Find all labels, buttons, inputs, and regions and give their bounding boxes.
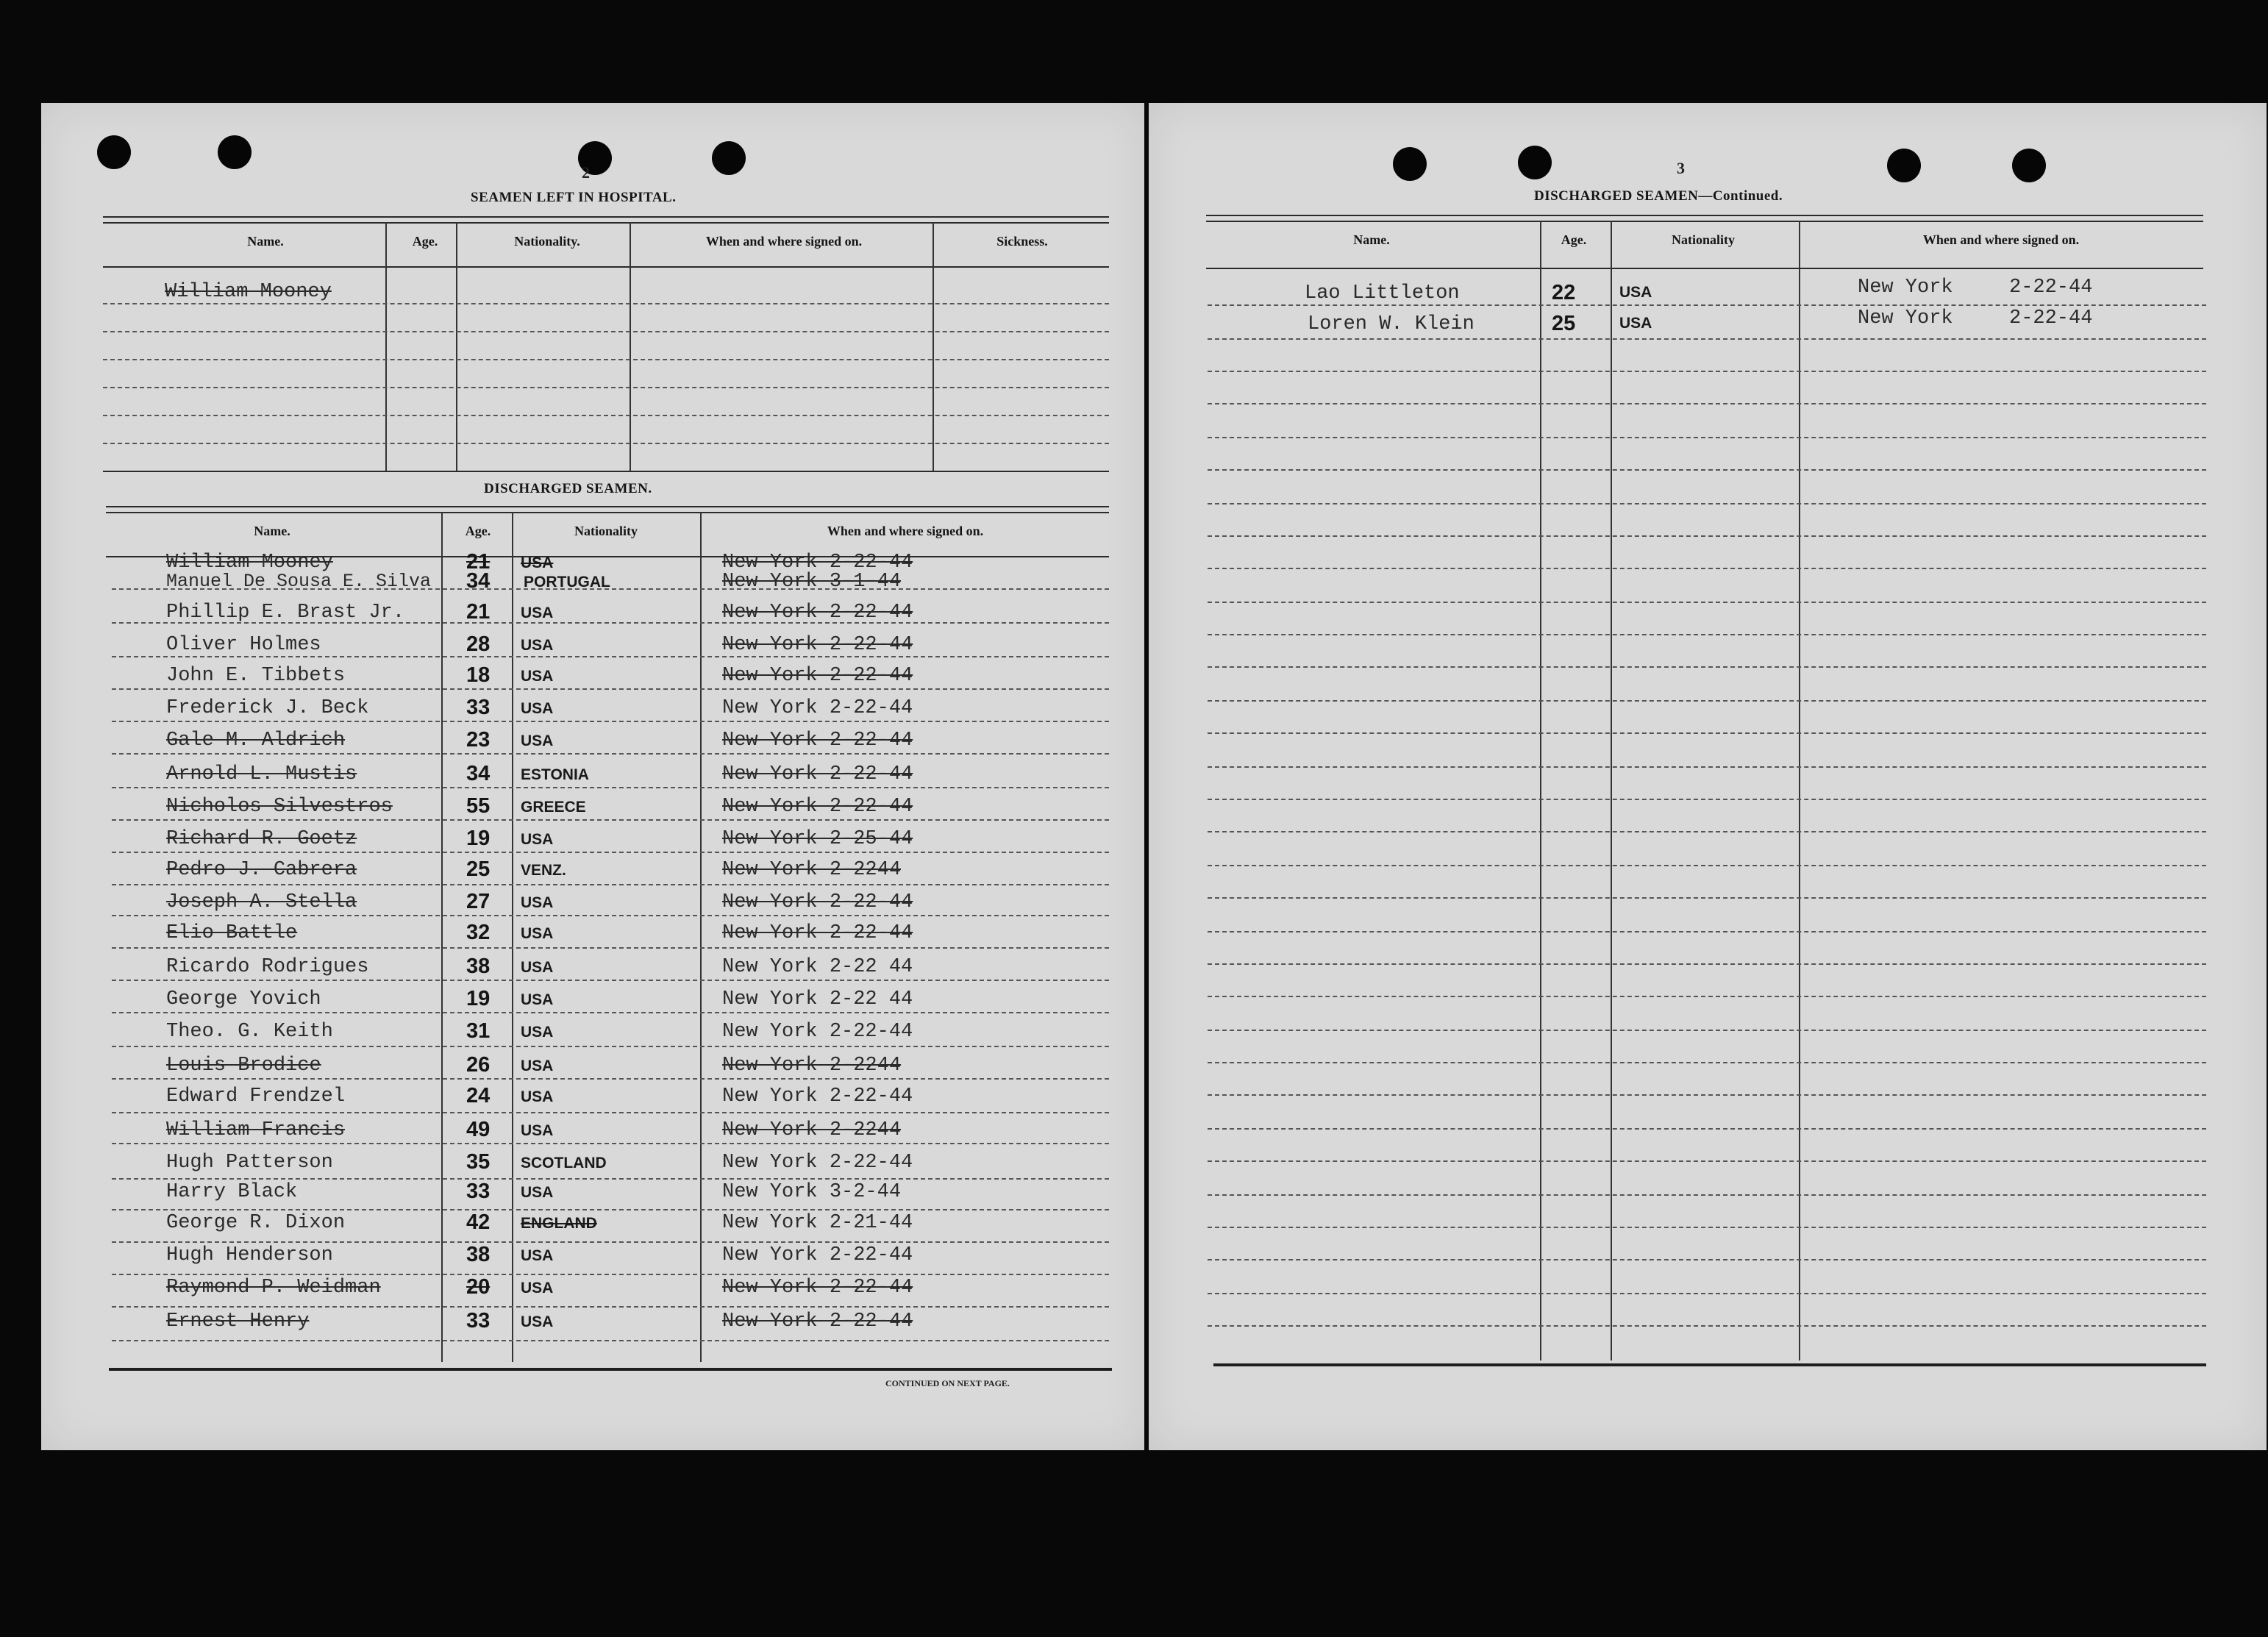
seaman-name: William Francis	[166, 1119, 346, 1141]
ruled-line	[1208, 931, 2206, 932]
ruled-line	[1208, 865, 2206, 866]
seaman-nationality: VENZ.	[521, 862, 566, 879]
seaman-nationality: USA	[521, 831, 554, 848]
seaman-age: 25	[466, 857, 491, 881]
seaman-nationality: ENGLAND	[521, 1215, 597, 1232]
col-header-age: Age.	[465, 524, 491, 538]
ruled-line	[1208, 831, 2206, 832]
seaman-age: 38	[466, 1243, 491, 1266]
rule	[1206, 221, 2203, 222]
seaman-age: 18	[466, 663, 491, 687]
ruled-line	[1208, 732, 2206, 734]
seaman-name: Oliver Holmes	[166, 634, 321, 656]
ruled-line	[112, 1178, 1109, 1180]
ruled-line	[1208, 1128, 2206, 1130]
seaman-age: 24	[466, 1084, 491, 1108]
seaman-signed-on: New York 2-22-44	[722, 1277, 913, 1299]
ruled-line	[112, 819, 1109, 821]
ruled-line	[1208, 338, 2206, 340]
seaman-signed-on: New York 2-22-44	[722, 1152, 913, 1174]
seaman-name: Ernest Henry	[166, 1310, 310, 1333]
seaman-age: 21	[466, 550, 491, 574]
continued-section-title: DISCHARGED SEAMEN—Continued.	[1534, 188, 1783, 204]
seaman-name: Gale M. Aldrich	[166, 730, 346, 752]
ruled-line	[1208, 403, 2206, 404]
ruled-line	[1208, 1062, 2206, 1063]
rule	[106, 506, 1109, 507]
ruled-line	[1208, 535, 2206, 537]
seaman-signed-on: New York 2-2244	[722, 1055, 902, 1077]
column-divider	[932, 222, 934, 471]
seaman-nationality: USA	[521, 894, 554, 911]
binder-hole	[1393, 147, 1427, 181]
seaman-age: 26	[466, 1053, 491, 1077]
rule	[103, 216, 1109, 218]
seaman-nationality: USA	[1619, 284, 1652, 301]
ruled-line	[103, 415, 1109, 416]
ruled-line	[112, 884, 1109, 885]
seaman-age: 34	[466, 762, 491, 785]
seaman-nationality: SCOTLAND	[521, 1155, 607, 1171]
col-header-nationality: Nationality.	[514, 234, 580, 249]
seaman-nationality: USA	[521, 1122, 554, 1139]
ruled-line	[1208, 897, 2206, 899]
seaman-signed-on: New York 2-22-44	[722, 796, 913, 818]
seaman-signed-on: New York 2-21-44	[722, 1212, 913, 1234]
seaman-signed-on: New York 2-22-44	[722, 602, 913, 624]
seaman-name: Elio Battle	[166, 922, 298, 944]
ruled-line	[112, 1274, 1109, 1275]
seaman-name: William Mooney	[166, 552, 333, 574]
ruled-line	[112, 980, 1109, 981]
seaman-age: 33	[466, 1309, 491, 1333]
column-divider	[441, 512, 443, 1362]
seaman-name: Joseph A. Stella	[166, 891, 357, 913]
seaman-signed-on: New York 2-22 44	[722, 988, 913, 1010]
col-header-nationality: Nationality	[1671, 232, 1735, 247]
seaman-signed-on: New York 2-22-44	[722, 891, 913, 913]
ruled-line	[1208, 1293, 2206, 1294]
seaman-name: Ricardo Rodrigues	[166, 956, 369, 978]
seaman-signed-on-place: New York	[1858, 307, 1953, 329]
seaman-signed-on: New York 3-1-44	[722, 571, 902, 593]
seaman-signed-on-date: 2-22-44	[2009, 277, 2093, 299]
seaman-age: 49	[466, 1118, 491, 1141]
column-divider	[456, 222, 457, 471]
ruled-line	[1208, 634, 2206, 635]
seaman-signed-on: New York 2-22-44	[722, 1310, 913, 1333]
ruled-line	[1208, 1227, 2206, 1228]
seaman-nationality: USA	[521, 1024, 554, 1041]
seaman-name: Loren W. Klein	[1308, 313, 1474, 335]
column-divider	[700, 512, 702, 1362]
seaman-age: 19	[466, 987, 491, 1010]
seaman-name: Arnold L. Mustis	[166, 763, 357, 785]
binder-hole	[97, 135, 131, 169]
ruled-line	[1208, 766, 2206, 768]
binder-hole	[218, 135, 252, 169]
ruled-line	[112, 656, 1109, 657]
seaman-nationality: GREECE	[521, 799, 586, 816]
col-header-age: Age.	[412, 234, 438, 249]
seaman-name: Raymond P. Weidman	[166, 1277, 381, 1299]
seaman-signed-on: New York 2-22-44	[722, 1085, 913, 1108]
seaman-signed-on: New York 2-22-44	[722, 552, 913, 574]
seaman-nationality: USA	[521, 1088, 554, 1105]
seaman-age: 33	[466, 1180, 491, 1203]
seaman-nationality: USA	[521, 959, 554, 976]
rule	[103, 471, 1109, 472]
ruled-line	[1208, 1325, 2206, 1327]
seaman-signed-on: New York 2-25-44	[722, 828, 913, 850]
seaman-age: 42	[466, 1210, 491, 1234]
ruled-line	[1208, 568, 2206, 569]
ruled-line	[112, 1340, 1109, 1341]
seaman-signed-on: New York 2-22-44	[722, 1244, 913, 1266]
ruled-line	[112, 787, 1109, 788]
seaman-nationality: USA	[521, 554, 554, 571]
binder-hole	[1887, 149, 1921, 182]
col-header-name: Name.	[1353, 232, 1390, 247]
seaman-age: 19	[466, 827, 491, 850]
seaman-age: 28	[466, 632, 491, 656]
ruled-line	[103, 443, 1109, 444]
ruled-line	[112, 1209, 1109, 1210]
col-header-signed-on: When and where signed on.	[705, 234, 863, 249]
seaman-nationality: USA	[521, 991, 554, 1008]
seaman-signed-on: New York 2-22-44	[722, 697, 913, 719]
seaman-age: 55	[466, 794, 491, 818]
seaman-age: 20	[466, 1275, 491, 1299]
left-page	[41, 103, 1144, 1450]
ruled-line	[112, 1143, 1109, 1144]
right-page	[1149, 103, 2267, 1450]
column-divider	[1540, 221, 1541, 1360]
discharged-section-title: DISCHARGED SEAMEN.	[484, 481, 652, 496]
column-divider	[385, 222, 387, 471]
seaman-name: Richard R. Goetz	[166, 828, 357, 850]
rule	[1206, 215, 2203, 216]
seaman-nationality: USA	[521, 925, 554, 942]
seaman-signed-on: New York 2-22 44	[722, 956, 913, 978]
seaman-name: John E. Tibbets	[166, 665, 346, 687]
ruled-line	[112, 1112, 1109, 1113]
binder-hole	[1518, 146, 1552, 179]
page-number: 3	[1677, 159, 1685, 177]
seaman-age: 31	[466, 1019, 491, 1043]
seaman-name: Lao Littleton	[1305, 282, 1460, 304]
hospital-entry-name: William Mooney	[165, 281, 332, 303]
ruled-line	[1208, 1259, 2206, 1260]
col-header-name: Name.	[247, 234, 284, 249]
seaman-name: Pedro J. Cabrera	[166, 859, 357, 881]
ruled-line	[1208, 469, 2206, 471]
ruled-line	[1208, 304, 2206, 306]
ruled-line	[112, 1078, 1109, 1080]
seaman-age: 38	[466, 955, 491, 978]
seaman-nationality: USA	[521, 1184, 554, 1201]
seaman-name: Theo. G. Keith	[166, 1021, 333, 1043]
ruled-line	[112, 721, 1109, 722]
seaman-nationality: ESTONIA	[521, 766, 589, 783]
seaman-age: 27	[466, 890, 491, 913]
seaman-signed-on: New York 2-22-44	[722, 665, 913, 687]
ruled-line	[112, 1046, 1109, 1047]
col-header-signed-on: When and where signed on.	[827, 524, 984, 538]
ruled-line	[103, 303, 1109, 304]
seaman-age: 33	[466, 696, 491, 719]
seaman-age: 34	[466, 569, 491, 593]
seaman-signed-on: New York 2-22-44	[722, 922, 913, 944]
seaman-age: 21	[466, 600, 491, 624]
binder-hole	[2012, 149, 2046, 182]
seaman-signed-on: New York 2-22-44	[722, 1021, 913, 1043]
ruled-line	[112, 852, 1109, 853]
seaman-age: 32	[466, 921, 491, 944]
seaman-name: Frederick J. Beck	[166, 697, 369, 719]
seaman-name: Edward Frendzel	[166, 1085, 346, 1108]
page-number: 2	[582, 163, 590, 182]
rule	[106, 512, 1109, 513]
ruled-line	[1208, 1160, 2206, 1162]
seaman-nationality: USA	[521, 732, 554, 749]
ruled-line	[1208, 437, 2206, 438]
ruled-line	[112, 688, 1109, 690]
seaman-nationality: USA	[521, 700, 554, 717]
column-divider	[1799, 221, 1800, 1360]
seaman-nationality: USA	[1619, 315, 1652, 332]
seaman-name: Harry Black	[166, 1181, 298, 1203]
seaman-nationality: USA	[521, 604, 554, 621]
ruled-line	[112, 1241, 1109, 1243]
seaman-signed-on: New York 2-22-44	[722, 634, 913, 656]
binder-hole	[712, 141, 746, 175]
seaman-age: 23	[466, 728, 491, 752]
table-bottom-rule	[1213, 1363, 2206, 1366]
column-divider	[512, 512, 513, 1362]
table-bottom-rule	[109, 1368, 1112, 1371]
seaman-name: Louis Brodice	[166, 1055, 321, 1077]
col-header-signed-on: When and where signed on.	[1922, 232, 2080, 247]
rule	[103, 222, 1109, 224]
ruled-line	[112, 947, 1109, 949]
seaman-signed-on: New York 2-2244	[722, 859, 902, 881]
seaman-nationality: USA	[521, 1280, 554, 1297]
seaman-name: Manuel De Sousa E. Silva	[166, 571, 432, 592]
col-header-age: Age.	[1561, 232, 1587, 247]
ruled-line	[1208, 666, 2206, 668]
ruled-line	[1208, 503, 2206, 504]
seaman-nationality: USA	[521, 1313, 554, 1330]
column-divider	[630, 222, 631, 471]
col-header-name: Name.	[254, 524, 290, 538]
seaman-age: 35	[466, 1150, 491, 1174]
seaman-name: Nicholos Silvestros	[166, 796, 393, 818]
seaman-signed-on: New York 2-2244	[722, 1119, 902, 1141]
ruled-line	[1208, 799, 2206, 800]
seaman-age: 25	[1552, 312, 1576, 335]
ruled-line	[112, 915, 1109, 916]
seaman-name: George R. Dixon	[166, 1212, 346, 1234]
col-header-sickness: Sickness.	[996, 234, 1048, 249]
ruled-line	[1208, 700, 2206, 702]
ruled-line	[1208, 1194, 2206, 1196]
ruled-line	[1208, 1030, 2206, 1031]
seaman-signed-on-date: 2-22-44	[2009, 307, 2093, 329]
continued-note: CONTINUED ON NEXT PAGE.	[885, 1378, 1010, 1388]
ruled-line	[112, 753, 1109, 755]
ruled-line	[1208, 602, 2206, 603]
ruled-line	[103, 359, 1109, 360]
seaman-signed-on-place: New York	[1858, 277, 1953, 299]
ruled-line	[1208, 371, 2206, 372]
seaman-nationality: USA	[521, 668, 554, 685]
seaman-name: Hugh Patterson	[166, 1152, 333, 1174]
rule	[103, 266, 1109, 268]
seaman-signed-on: New York 3-2-44	[722, 1181, 902, 1203]
rule	[1206, 268, 2203, 269]
ruled-line	[112, 1306, 1109, 1308]
ruled-line	[1208, 996, 2206, 997]
ruled-line	[1208, 963, 2206, 965]
seaman-age: 22	[1552, 281, 1576, 304]
seaman-nationality: USA	[521, 637, 554, 654]
seaman-name: Phillip E. Brast Jr.	[166, 602, 405, 624]
seaman-nationality: USA	[521, 1247, 554, 1264]
hospital-section-title: SEAMEN LEFT IN HOSPITAL.	[471, 190, 677, 205]
seaman-signed-on: New York 2-22-44	[722, 763, 913, 785]
seaman-nationality: PORTUGAL	[524, 574, 610, 591]
column-divider	[1611, 221, 1612, 1360]
seaman-signed-on: New York 2-22-44	[722, 730, 913, 752]
seaman-name: Hugh Henderson	[166, 1244, 333, 1266]
ruled-line	[1208, 1094, 2206, 1096]
seaman-name: George Yovich	[166, 988, 321, 1010]
ruled-line	[112, 1012, 1109, 1013]
ruled-line	[103, 387, 1109, 388]
ruled-line	[103, 331, 1109, 332]
seaman-nationality: USA	[521, 1058, 554, 1074]
col-header-nationality: Nationality	[574, 524, 638, 538]
